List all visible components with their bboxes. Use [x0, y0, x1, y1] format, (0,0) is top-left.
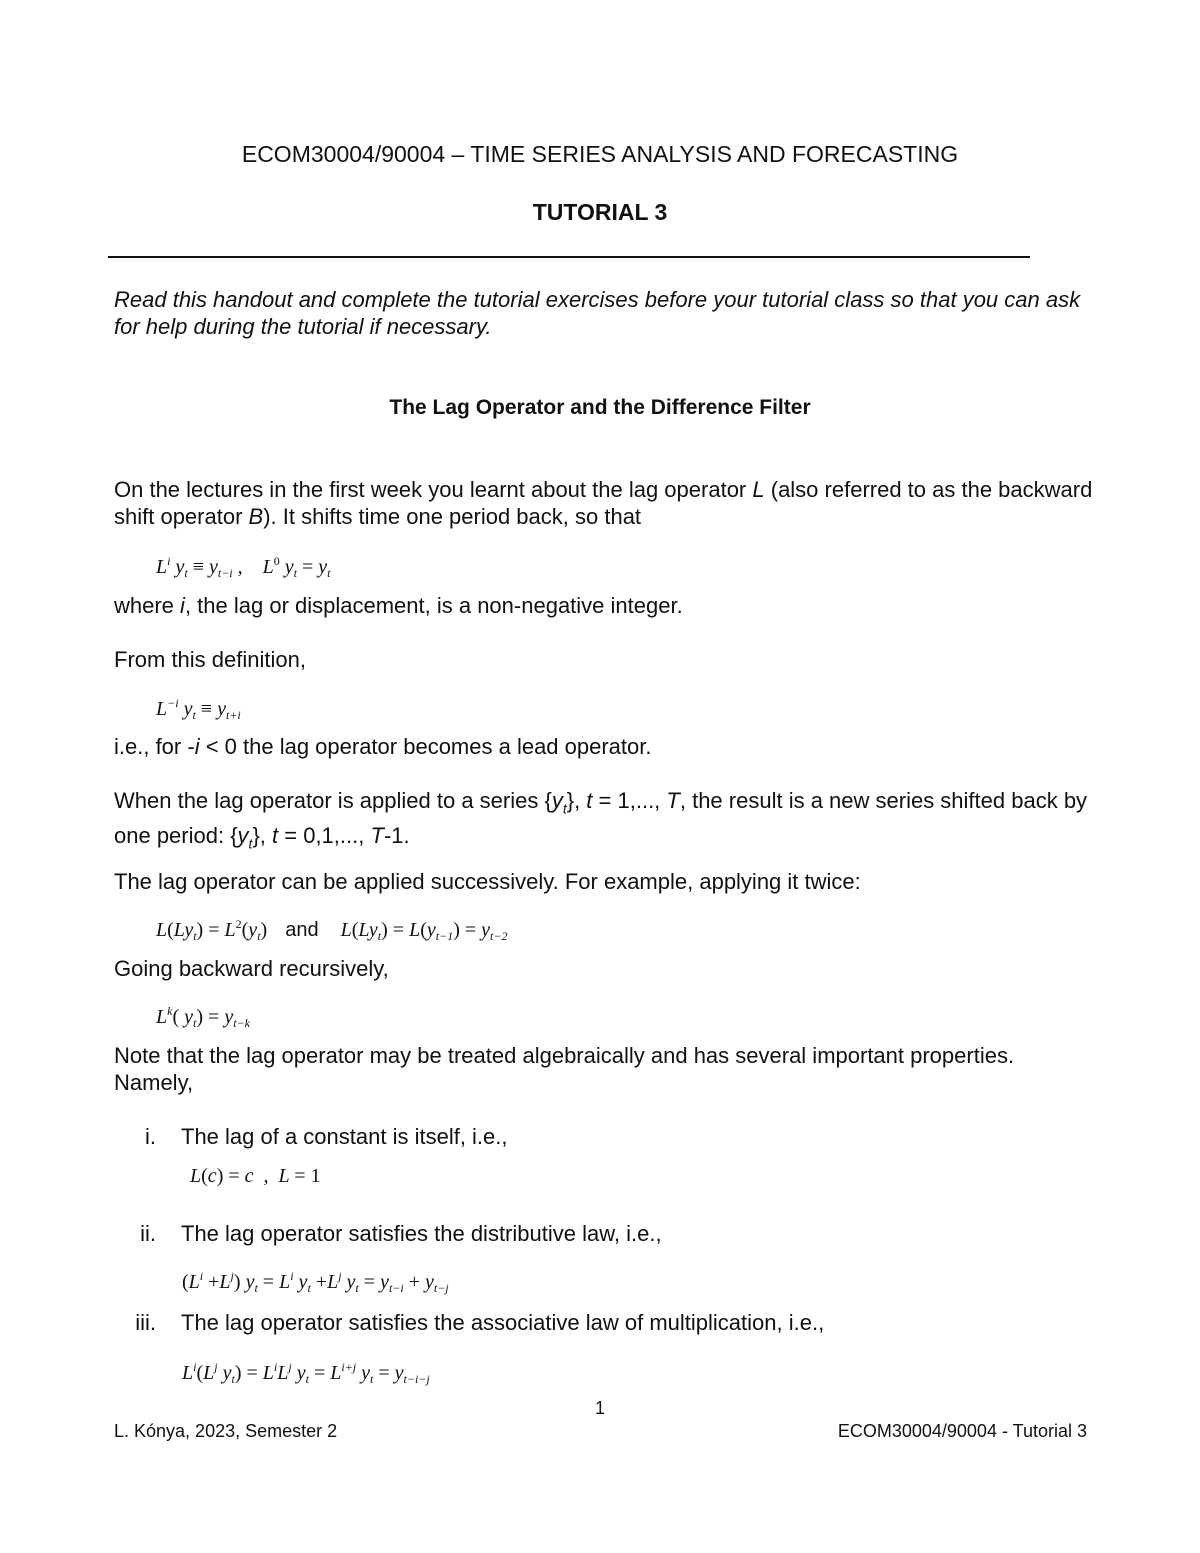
property-number: ii.: [140, 1221, 156, 1246]
equation-associative: $L^i(L^j$ $y_t) = L^iL^j$ $y_t = L^{i+j}$ $y_t = y_{t-i-j}$: [182, 1360, 430, 1386]
paragraph-lag-displacement: where i, the lag or displacement, is a non-negative integer.: [114, 593, 683, 618]
equation-lag-definition: $L^i$ $y_t \equiv y_{t-i}$ , $L^0$ $y_t = y_t$: [156, 554, 331, 580]
property-text: The lag of a constant is itself, i.e.,: [181, 1124, 508, 1149]
paragraph-lag-intro: On the lectures in the first week you learnt about the lag operator L (also referred to as the backward shift operator B). It shifts time one period back, so that: [114, 477, 1093, 529]
paragraph-series-shift: When the lag operator is applied to a series $\{y_t\}$, t = 1,..., T, the result is a new series shifted back by one period: $\{y_t\}$, t = 0,1,..., T-1.: [114, 788, 1088, 852]
property-number: iii.: [135, 1310, 156, 1335]
property-number: i.: [145, 1124, 156, 1149]
paragraph-properties: Note that the lag operator may be treated algebraically and has several important properties. Namely,: [114, 1043, 1015, 1095]
property-text: The lag operator satisfies the associative law of multiplication, i.e.,: [181, 1310, 825, 1335]
paragraph-successive: The lag operator can be applied successively. For example, applying it twice:: [114, 869, 861, 894]
title-divider: [108, 256, 1030, 258]
equation-k-lags: $L^k$( $y_t) = y_{t-k}$: [156, 1004, 250, 1030]
page-number: 1: [594, 1398, 605, 1418]
footer-author: L. Kónya, 2023, Semester 2: [114, 1421, 338, 1441]
paragraph-definition: From this definition,: [114, 647, 306, 672]
equation-apply-twice: $L(Ly_t) = L^2(y_t)$ and $L(Ly_t) = L(y_{t-1}) = y_{t-2}$: [156, 917, 508, 943]
equation-constant: L(c) = c , L = 1: [190, 1165, 321, 1187]
equation-lead-operator: $L^{-i}$ $y_t \equiv y_{t+i}$: [156, 696, 241, 722]
paragraph-lead-operator: i.e., for -i < 0 the lag operator becomes a lead operator.: [114, 734, 652, 759]
section-title: The Lag Operator and the Difference Filter: [389, 396, 811, 419]
property-text: The lag operator satisfies the distributive law, i.e.,: [181, 1221, 662, 1246]
paragraph-recursive: Going backward recursively,: [114, 956, 389, 981]
tutorial-title: TUTORIAL 3: [532, 199, 668, 225]
and-word: and: [285, 919, 319, 941]
equation-distributive: $(L^i +L^j) y_t = L^i$ $y_t +L^j$ $y_t = y_{t-i} + y_{t-j}$: [182, 1269, 449, 1295]
intro-instructions: Read this handout and complete the tutorial exercises before your tutorial class so that you can ask for help during the tutorial if necessary.: [114, 287, 1081, 339]
footer-course: ECOM30004/90004 - Tutorial 3: [837, 1421, 1087, 1441]
course-title: ECOM30004/90004 – TIME SERIES ANALYSIS AND FORECASTING: [241, 141, 959, 167]
